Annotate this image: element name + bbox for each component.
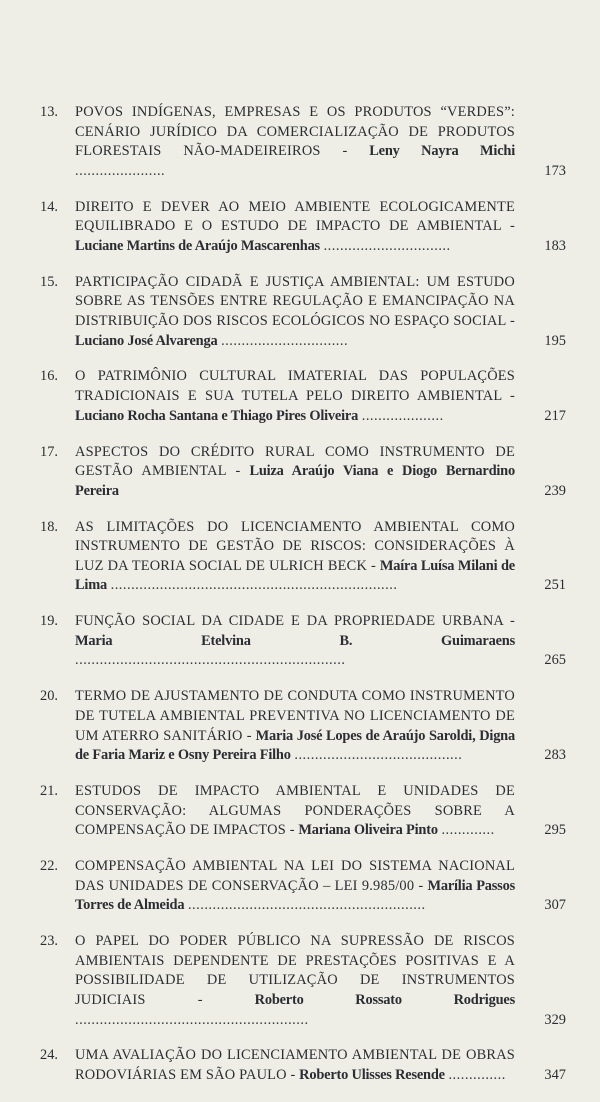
entry-title: COMPENSAÇÃO AMBIENTAL NA LEI DO SISTEMA NACIONAL DAS UNIDADES DE CONSERVAÇÃO – LEI 9.985/00 - (75, 858, 515, 894)
leader-dots: .................................................................. (75, 652, 346, 669)
leader-dots: ...................... (75, 162, 166, 179)
entry-page: 329 (544, 1011, 566, 1028)
entry-author: Mariana Oliveira Pinto (298, 822, 438, 839)
leader-dots: ............................... (323, 237, 451, 254)
entry-page: 265 (544, 652, 566, 669)
entry-title: POVOS INDÍGENAS, EMPRESAS E OS PRODUTOS “VERDES”: CENÁRIO JURÍDICO DA COMERCIALIZAÇÃO DE PRODUTOS FLORESTAIS NÃO-MADEIREIROS - (75, 104, 515, 160)
entry-number: 19. (40, 613, 58, 630)
entry-number: 18. (40, 518, 58, 535)
leader-dots: ............. (441, 822, 495, 839)
toc-entry-19 (0, 612, 600, 671)
entry-page: 347 (544, 1067, 566, 1084)
toc-entry-22 (0, 857, 600, 916)
entry-page: 251 (544, 577, 566, 594)
toc-entry-20 (0, 687, 600, 765)
leader-dots: .......................................................... (187, 897, 426, 914)
toc-entry-17 (0, 443, 600, 502)
entry-author: Maria Etelvina B. Guimaraens (75, 632, 515, 649)
entry-title: FUNÇÃO SOCIAL DA CIDADE E DA PROPRIEDADE URBANA - (75, 613, 515, 630)
toc-entry-15 (0, 273, 600, 351)
toc-entry-16 (0, 367, 600, 426)
toc-entry-23 (0, 932, 600, 1030)
entry-author: Roberto Ulisses Resende (299, 1067, 445, 1084)
entry-page: 307 (544, 897, 566, 914)
entry-title: ASPECTOS DO CRÉDITO RURAL COMO INSTRUMENTO DE GESTÃO AMBIENTAL - (75, 443, 515, 480)
leader-dots: ...................................................................... (110, 577, 398, 594)
entry-author: Luciano Rocha Santana e Thiago Pires Oliveira (75, 407, 359, 424)
entry-author: Maria José Lopes de Araújo Saroldi, Digna de Faria Mariz e Osny Pereira Filho (75, 727, 515, 764)
table-of-contents (0, 103, 600, 1102)
leader-dots: ......................................... (294, 747, 463, 764)
entry-title: O PATRIMÔNIO CULTURAL IMATERIAL DAS POPULAÇÕES TRADICIONAIS E SUA TUTELA PELO DIREITO AMBIENTAL - (75, 368, 515, 405)
entry-number: 24. (40, 1047, 58, 1064)
entry-author: Luciane Martins de Araújo Mascarenhas (75, 237, 320, 254)
toc-entry-14 (0, 198, 600, 257)
entry-page: 239 (544, 482, 566, 499)
toc-entry-18 (0, 518, 600, 596)
entry-page: 173 (544, 162, 566, 179)
entry-number: 13. (40, 104, 58, 120)
entry-title: DIREITO E DEVER AO MEIO AMBIENTE ECOLOGICAMENTE EQUILIBRADO E O ESTUDO DE IMPACTO DE AMBIENTAL - (75, 198, 515, 235)
entry-number: 23. (40, 933, 58, 950)
entry-number: 17. (40, 443, 58, 460)
entry-number: 20. (40, 688, 58, 705)
entry-title: TERMO DE AJUSTAMENTO DE CONDUTA COMO INSTRUMENTO DE TUTELA AMBIENTAL PREVENTIVA NO LICENCIAMENTO DE UM ATERRO SANITÁRIO - (75, 688, 515, 744)
entry-number: 15. (40, 273, 58, 290)
entry-page: 295 (544, 822, 566, 839)
entry-title: ESTUDOS DE IMPACTO AMBIENTAL E UNIDADES DE CONSERVAÇÃO: ALGUMAS PONDERAÇÕES SOBRE A COMPENSAÇÃO DE IMPACTOS - (75, 783, 515, 839)
entry-title: O PAPEL DO PODER PÚBLICO NA SUPRESSÃO DE RISCOS AMBIENTAIS DEPENDENTE DE PRESTAÇÕES POSITIVAS E A POSSIBILIDADE DE UTILIZAÇÃO DE INSTRUMENTOS JUDICIAIS - (75, 933, 515, 1008)
toc-entry-13 (0, 103, 600, 181)
leader-dots: ......................................................... (75, 1011, 309, 1028)
entry-title: PARTICIPAÇÃO CIDADÃ E JUSTIÇA AMBIENTAL: UM ESTUDO SOBRE AS TENSÕES ENTRE REGULAÇÃO E EMANCIPAÇÃO NA DISTRIBUIÇÃO DOS RISCOS ECOLÓGICOS NO ESPAÇO SOCIAL - (75, 273, 515, 329)
entry-number: 14. (40, 198, 58, 215)
leader-dots: .............. (448, 1067, 506, 1084)
entry-author: Leny Nayra Michi (369, 143, 515, 160)
leader-dots: .................... (361, 407, 444, 424)
entry-title: AS LIMITAÇÕES DO LICENCIAMENTO AMBIENTAL COMO INSTRUMENTO DE GESTÃO DE RISCOS: CONSIDERAÇÕES À LUZ DA TEORIA SOCIAL DE ULRICH BECK - (75, 518, 515, 574)
entry-page: 283 (544, 747, 566, 764)
entry-title: UMA AVALIAÇÃO DO LICENCIAMENTO AMBIENTAL DE OBRAS RODOVIÁRIAS EM SÃO PAULO - (75, 1047, 515, 1084)
entry-author: Marília Passos Torres de Almeida (75, 877, 515, 914)
entry-number: 22. (40, 858, 58, 875)
entry-page: 183 (544, 237, 566, 254)
entry-number: 21. (40, 783, 58, 799)
toc-entry-24 (0, 1046, 600, 1085)
toc-entry-21 (0, 782, 600, 841)
entry-author: Luiza Araújo Viana e Diogo Bernardino Pereira (75, 463, 515, 499)
entry-author: Luciano José Alvarenga (75, 332, 218, 349)
entry-number: 16. (40, 368, 58, 385)
entry-author: Maíra Luísa Milani de Lima (75, 557, 515, 594)
entry-author: Roberto Rossato Rodrigues (254, 991, 515, 1008)
entry-page: 217 (544, 407, 566, 424)
leader-dots: ............................... (221, 332, 349, 349)
entry-page: 195 (544, 332, 566, 349)
